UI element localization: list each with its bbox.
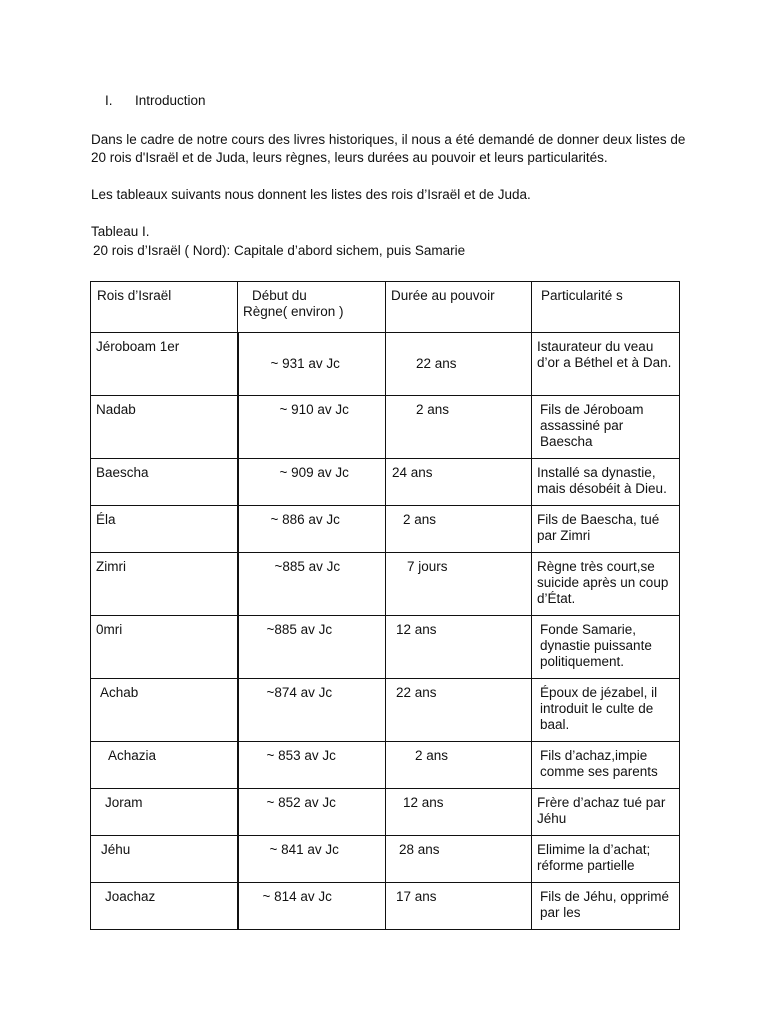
king-particularity: Fils de Baescha, tué par Zimri <box>532 506 680 553</box>
king-particularity: Installé sa dynastie, mais désobéit à Dieu. <box>532 459 680 506</box>
reign-duration: 2 ans <box>386 396 532 459</box>
reign-start: ~ 841 av Jc <box>238 836 386 883</box>
king-name: Jéroboam 1er <box>91 333 238 396</box>
reign-start: ~ 910 av Jc <box>238 396 386 459</box>
table-row <box>91 459 680 506</box>
kings-of-israel-table <box>90 281 680 930</box>
king-particularity: Istaurateur du veau d’or a Béthel et à Dan. <box>532 333 680 396</box>
king-particularity: Époux de jézabel, il introduit le culte de baal. <box>532 679 680 742</box>
table-caption: Tableau I. <box>91 224 150 239</box>
reign-duration: 12 ans <box>386 789 532 836</box>
section-heading <box>105 93 206 109</box>
table-row <box>91 506 680 553</box>
reign-start: ~ 853 av Jc <box>238 742 386 789</box>
reign-duration: 7 jours <box>386 553 532 616</box>
header-duration: Durée au pouvoir <box>386 282 532 333</box>
king-particularity: Fils d’achaz,impie comme ses parents <box>532 742 680 789</box>
tables-intro-paragraph: Les tableaux suivants nous donnent les listes des rois d’Israël et de Juda. <box>91 187 531 202</box>
section-number: I. <box>105 93 113 108</box>
section-title: Introduction <box>135 93 206 108</box>
king-name: Joachaz <box>91 883 238 930</box>
reign-start: ~ 931 av Jc <box>238 333 386 396</box>
reign-duration: 22 ans <box>386 333 532 396</box>
king-particularity: Règne très court,se suicide après un coup d’État. <box>532 553 680 616</box>
king-name: Jéhu <box>91 836 238 883</box>
king-particularity: Frère d’achaz tué par Jéhu <box>532 789 680 836</box>
reign-start: ~ 886 av Jc <box>238 506 386 553</box>
reign-start: ~874 av Jc <box>238 679 386 742</box>
reign-start: ~ 909 av Jc <box>238 459 386 506</box>
king-name: Joram <box>91 789 238 836</box>
header-reign-start-text: Début du Règne( environ ) <box>243 288 344 319</box>
king-name: Nadab <box>91 396 238 459</box>
king-name: Achab <box>91 679 238 742</box>
reign-duration: 28 ans <box>386 836 532 883</box>
reign-duration: 17 ans <box>386 883 532 930</box>
king-name: Achazia <box>91 742 238 789</box>
king-particularity: Fils de Jéhu, opprimé par les <box>532 883 680 930</box>
header-particularities: Particularité s <box>532 282 680 333</box>
table-row <box>91 679 680 742</box>
reign-start: ~885 av Jc <box>238 553 386 616</box>
king-name: Éla <box>91 506 238 553</box>
intro-paragraph: Dans le cadre de notre cours des livres historiques, il nous a été demandé de donner deux listes de 20 rois d'Israël et de Juda, leurs règnes, leurs durées au pouvoir et leurs particularités. <box>91 132 686 165</box>
reign-duration: 22 ans <box>386 679 532 742</box>
king-particularity: Fonde Samarie, dynastie puissante politiquement. <box>532 616 680 679</box>
king-name: Zimri <box>91 553 238 616</box>
table-row <box>91 836 680 883</box>
king-name: 0mri <box>91 616 238 679</box>
king-particularity: Elimime la d’achat; réforme partielle <box>532 836 680 883</box>
reign-start: ~ 852 av Jc <box>238 789 386 836</box>
header-king: Rois d’Israël <box>91 282 238 333</box>
table-row <box>91 883 680 930</box>
king-name: Baescha <box>91 459 238 506</box>
reign-start: ~ 814 av Jc <box>238 883 386 930</box>
table-row <box>91 553 680 616</box>
reign-duration: 2 ans <box>386 506 532 553</box>
reign-duration: 24 ans <box>386 459 532 506</box>
reign-start: ~885 av Jc <box>238 616 386 679</box>
table-header-row <box>91 282 680 333</box>
table-row <box>91 616 680 679</box>
table-subtitle: 20 rois d’Israël ( Nord): Capitale d’abord sichem, puis Samarie <box>93 243 466 258</box>
header-reign-start <box>238 282 386 333</box>
reign-duration: 12 ans <box>386 616 532 679</box>
table-row <box>91 333 680 396</box>
table-row <box>91 789 680 836</box>
king-particularity: Fils de Jéroboam assassiné par Baescha <box>532 396 680 459</box>
table-row <box>91 742 680 789</box>
reign-duration: 2 ans <box>386 742 532 789</box>
table-row <box>91 396 680 459</box>
